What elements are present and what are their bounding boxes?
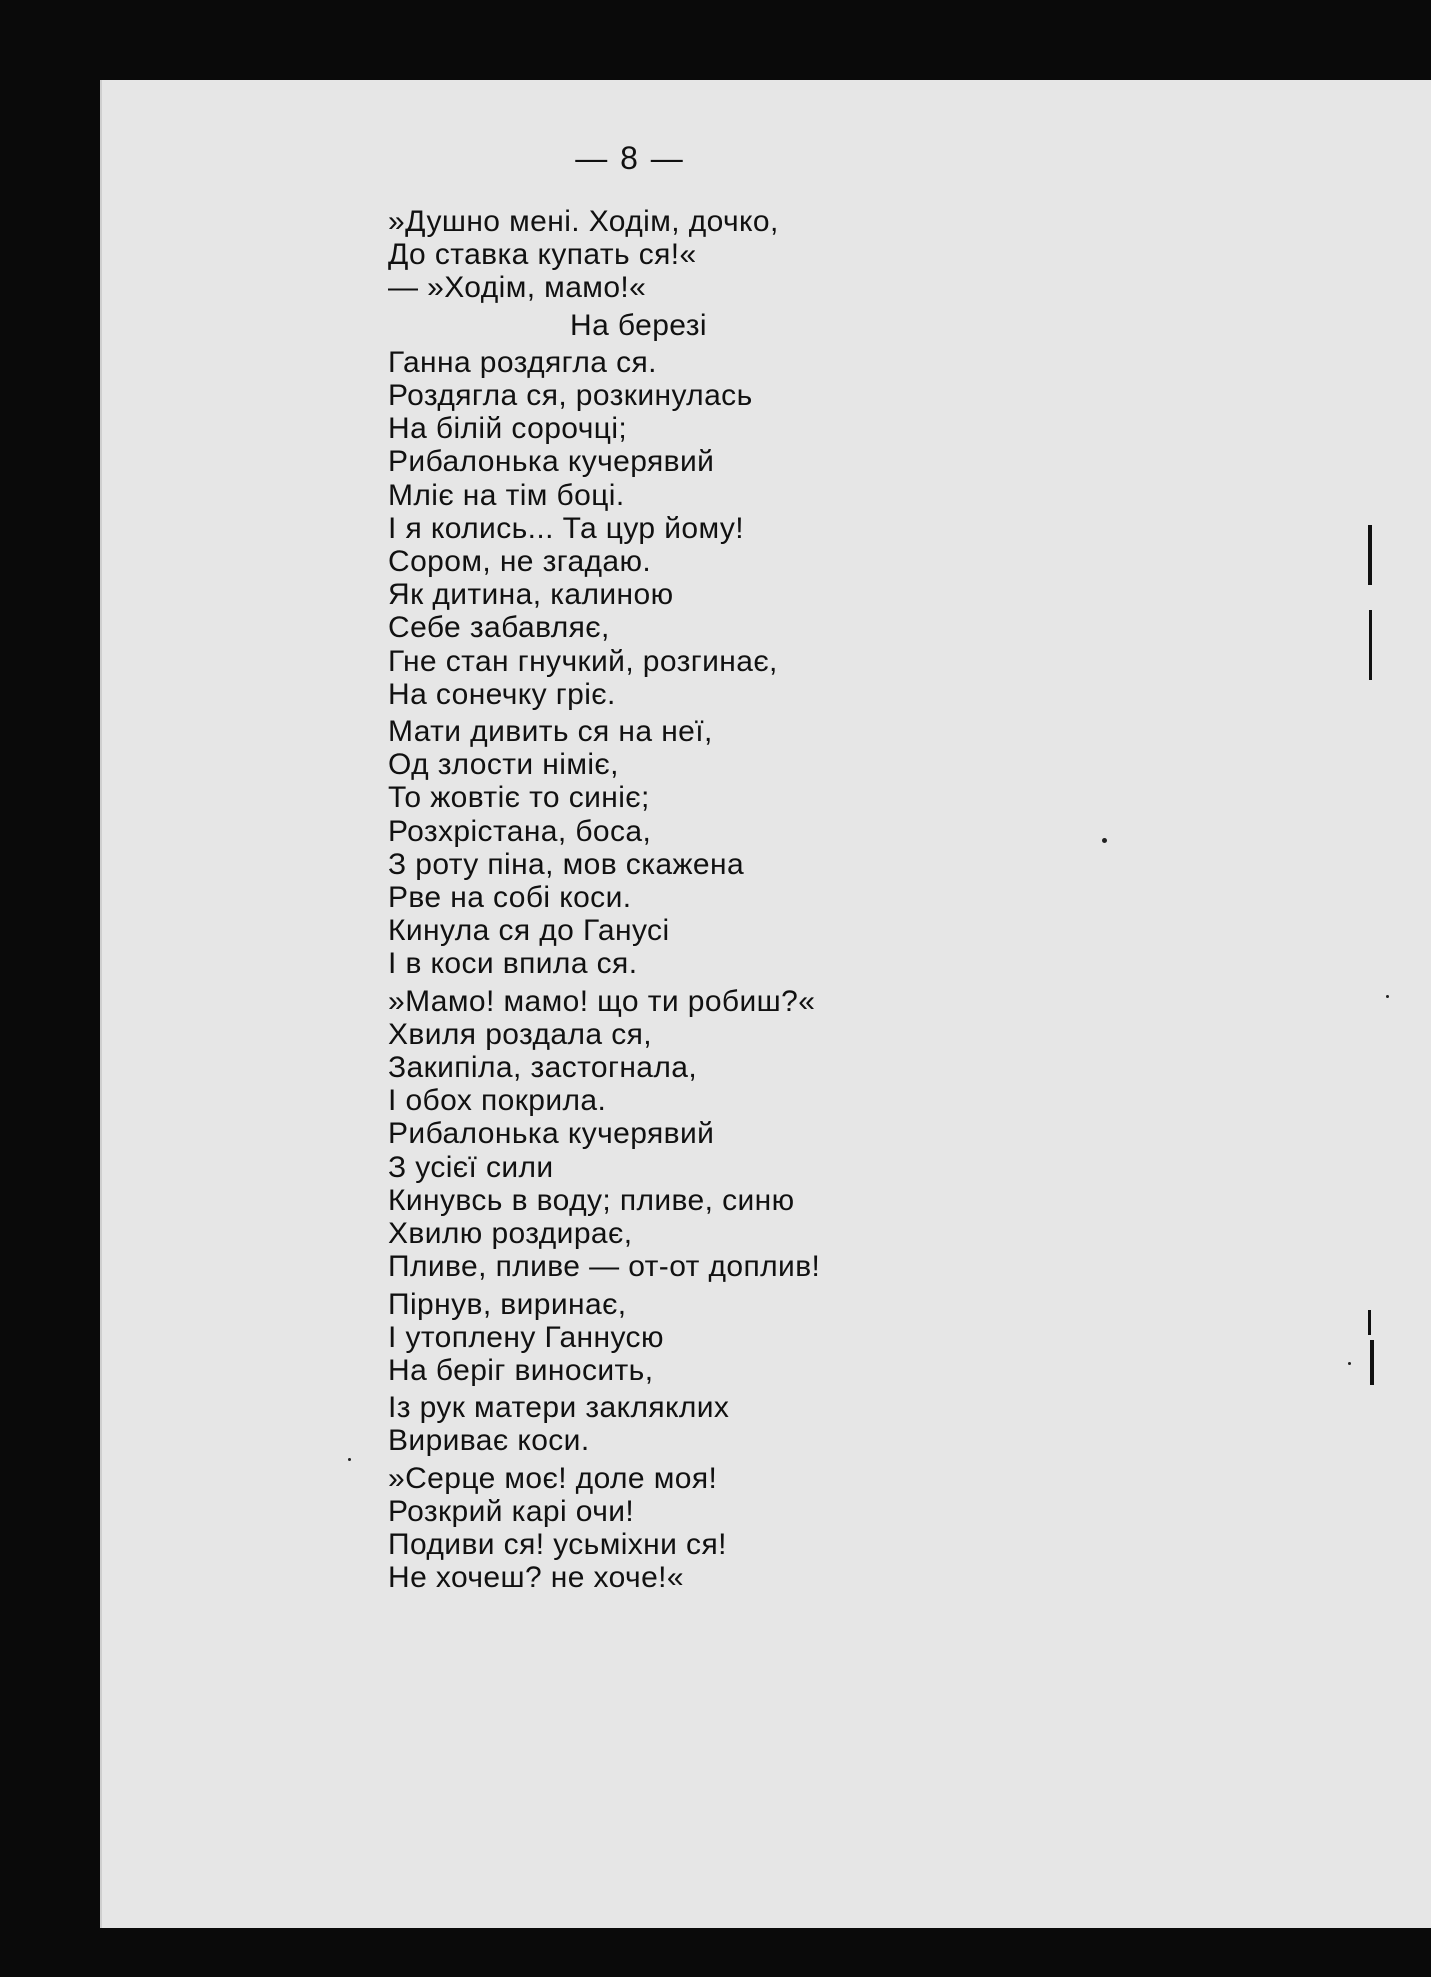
- scan-artifact-dot: [1348, 1362, 1351, 1365]
- poem-line: На сонечку гріє.: [388, 677, 616, 711]
- poem-line: З усієї сили: [388, 1150, 554, 1184]
- stanza-7: [388, 1391, 1028, 1457]
- poem-line: Розхрістана, боса,: [388, 814, 652, 848]
- scan-artifact-dot: [348, 1458, 351, 1461]
- poem-line: На білій сорочці;: [388, 412, 628, 446]
- scan-artifact-dot: [1102, 838, 1107, 843]
- stanza-5: [388, 985, 1028, 1284]
- stanza-4: [388, 715, 1028, 981]
- poem-line: Гне стан гнучкий, розгинає,: [388, 644, 778, 678]
- poem-line: І я колись... Та цур йому!: [388, 511, 744, 545]
- poem-line: До ставка купать ся!«: [388, 238, 697, 272]
- poem-line: І в коси впила ся.: [388, 947, 638, 981]
- scan-artifact-mark: [1370, 1340, 1374, 1385]
- poem-line: Із рук матери закляклих: [388, 1391, 730, 1425]
- scan-artifact-mark: [1369, 610, 1372, 680]
- poem-line: Рибалонька кучерявий: [388, 445, 715, 479]
- poem-line: З роту піна, мов скажена: [388, 847, 745, 881]
- stanza-6: [388, 1288, 1028, 1388]
- poem-line: Пливе, пливе — от-от доплив!: [388, 1250, 821, 1284]
- poem-line: — »Ходім, мамо!«: [388, 271, 647, 305]
- poem-line: Розкрий карі очи!: [388, 1494, 635, 1528]
- poem-line: Не хочеш? не хоче!«: [388, 1561, 684, 1595]
- poem-line: І утоплену Ганнусю: [388, 1320, 664, 1354]
- poem-line: Мліє на тім боці.: [388, 478, 625, 512]
- poem-line: »Мамо! мамо! що ти робиш?«: [388, 984, 816, 1018]
- page-number: — 8 —: [575, 140, 685, 176]
- poem-line: І обох покрила.: [388, 1084, 607, 1118]
- poem-line: Кинула ся до Ганусі: [388, 914, 670, 948]
- poem-line: Мати дивить ся на неї,: [388, 715, 713, 749]
- stanza-2: [388, 309, 1028, 342]
- poem-line: Рве на собі коси.: [388, 881, 632, 915]
- poem-line: Рибалонька кучерявий: [388, 1117, 715, 1151]
- scan-artifact-mark: [1368, 525, 1372, 585]
- poem-line: То жовтіє то синіє;: [388, 781, 650, 815]
- stanza-8: [388, 1462, 1028, 1595]
- scene-heading: На березі: [570, 308, 707, 342]
- poem-line: Вириває коси.: [388, 1424, 590, 1458]
- poem-line: Закипіла, застогнала,: [388, 1051, 698, 1085]
- poem-line: Ганна роздягла ся.: [388, 345, 657, 379]
- scan-artifact-dot: [1386, 995, 1389, 998]
- poem-line: Як дитина, калиною: [388, 578, 674, 612]
- poem-line: Хвилю роздирає,: [388, 1217, 633, 1251]
- poem-text: [388, 205, 1028, 1598]
- poem-line: Себе забавляє,: [388, 611, 610, 645]
- poem-line: »Серце моє! доле моя!: [388, 1461, 718, 1495]
- poem-line: На беріг виносить,: [388, 1353, 654, 1387]
- poem-line: Сором, не згадаю.: [388, 545, 652, 579]
- poem-line: »Душно мені. Ходім, дочко,: [388, 205, 779, 238]
- poem-line: Подиви ся! усьміхни ся!: [388, 1527, 727, 1561]
- scan-artifact-mark: [1368, 1310, 1371, 1335]
- stanza-1: [388, 205, 1028, 305]
- poem-line: Хвиля роздала ся,: [388, 1017, 653, 1051]
- poem-line: Пірнув, виринає,: [388, 1287, 627, 1321]
- poem-line: Роздягла ся, розкинулась: [388, 379, 753, 413]
- poem-line: Од злости німіє,: [388, 748, 619, 782]
- stanza-3: [388, 346, 1028, 711]
- poem-line: Кинувсь в воду; пливе, синю: [388, 1183, 795, 1217]
